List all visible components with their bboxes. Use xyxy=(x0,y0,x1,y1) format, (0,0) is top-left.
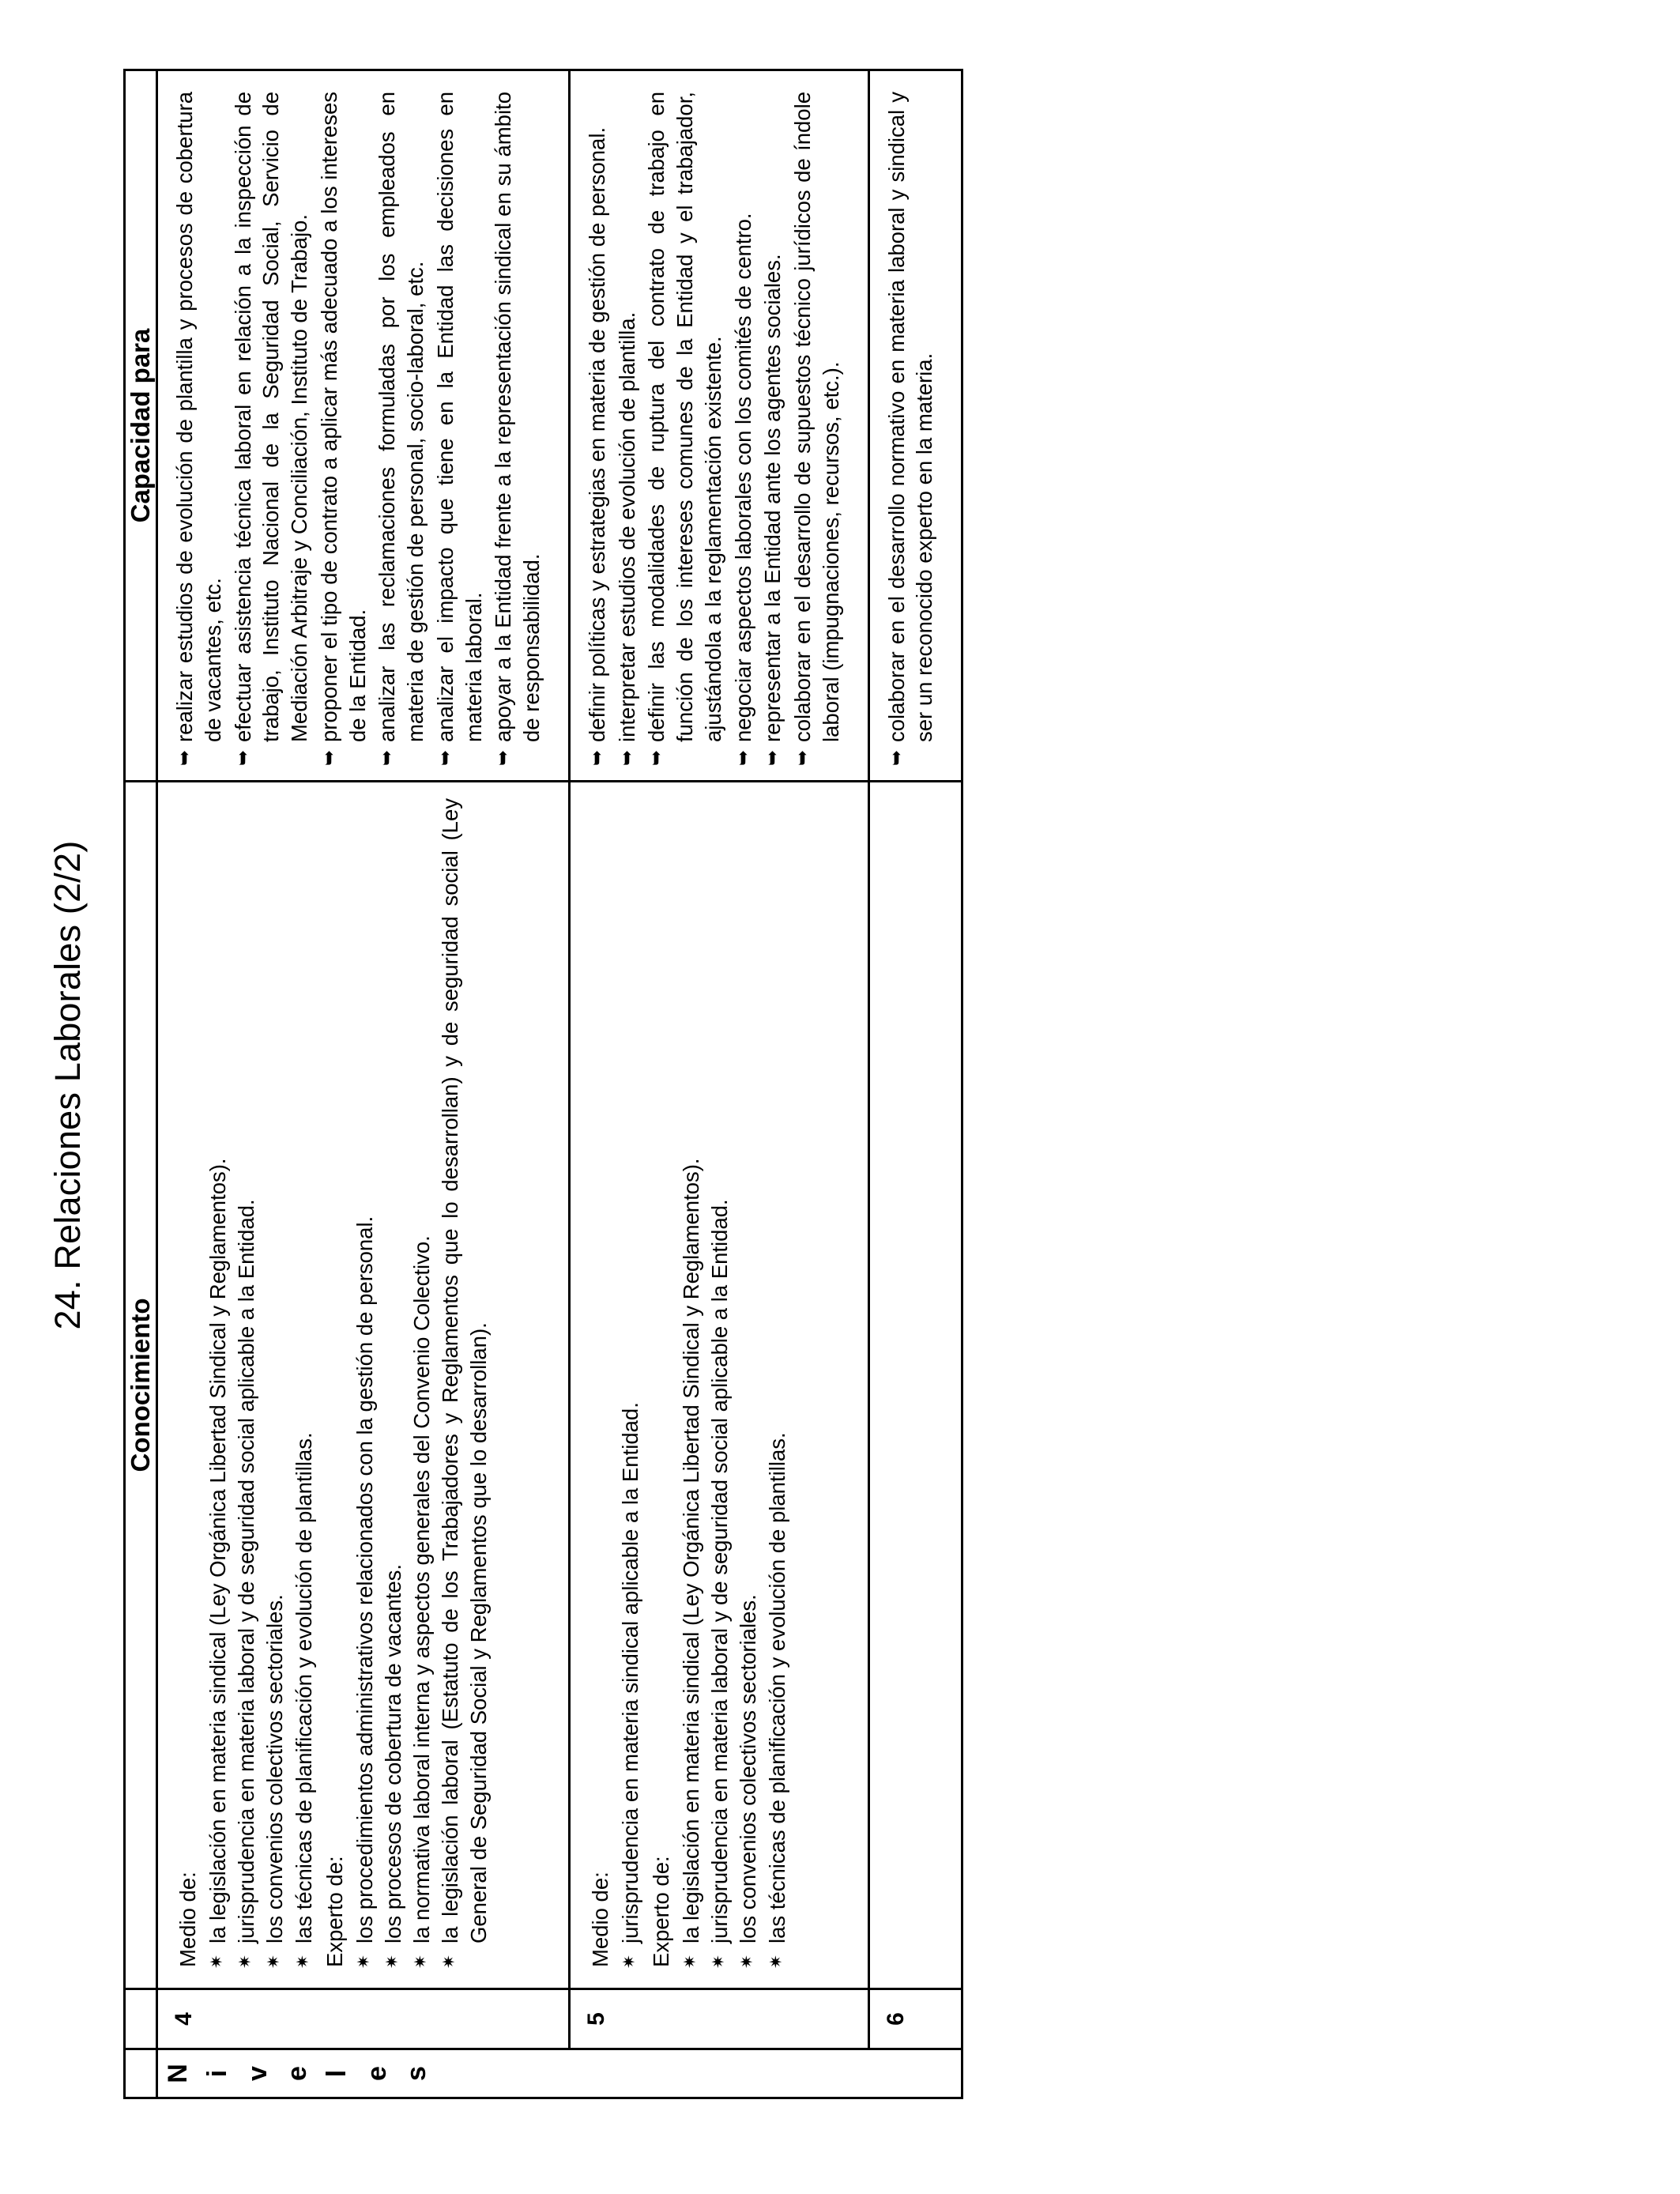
table-header xyxy=(125,70,157,2098)
table-row xyxy=(868,70,962,2098)
list-item xyxy=(229,92,314,766)
list-item xyxy=(613,92,642,766)
group-heading: Medio de: xyxy=(175,1872,200,1967)
table-body xyxy=(157,70,962,2098)
list-item xyxy=(408,798,435,1970)
arrow-icon: ➥ xyxy=(762,749,784,766)
list-item xyxy=(431,92,488,766)
list-item xyxy=(883,92,940,766)
bullet-icon: ✷ xyxy=(382,1955,401,1969)
bullet-icon: ✷ xyxy=(293,1955,312,1969)
knowledge-cell-empty xyxy=(868,782,962,1989)
list-item xyxy=(583,92,612,766)
list-item-text: la normativa laboral interna y aspectos generales del Convenio Colectivo. xyxy=(409,1235,435,1943)
level-number-value: 6 xyxy=(882,2012,909,2026)
arrow-icon: ➥ xyxy=(174,749,195,766)
list-item-text: la legislación en materia sindical (Ley Orgánica Libertad Sindical y Reglamentos). xyxy=(205,1158,230,1943)
list-item xyxy=(204,798,232,1970)
bullet-icon: ✷ xyxy=(236,1955,255,1969)
list-item xyxy=(261,798,288,1970)
side-letter: s xyxy=(401,2066,431,2081)
list-item-text: colaborar en el desarrollo normativo en materia laboral y sindical y ser un reconocido experto en la materia. xyxy=(883,92,937,742)
bullet-icon: ✷ xyxy=(767,1955,785,1969)
list-item-text: los procedimientos administrativos relacionados con la gestión de personal. xyxy=(352,1216,377,1943)
header-level-blank xyxy=(125,1989,157,2049)
knowledge-list xyxy=(204,798,318,1970)
list-item-text: jurisprudencia en materia laboral y de seguridad social aplicable a la Entidad. xyxy=(707,1199,733,1943)
side-letter: e xyxy=(281,2066,312,2081)
group-heading: Experto de: xyxy=(648,1856,673,1967)
list-item-text: negociar aspectos laborales con los comités de centro. xyxy=(730,213,755,742)
list-item xyxy=(616,798,644,1970)
bullet-icon: ✷ xyxy=(710,1955,729,1969)
bullet-icon: ✷ xyxy=(265,1955,284,1969)
header-side-blank xyxy=(125,2049,157,2098)
list-item-text: las técnicas de planificación y evolución de plantillas. xyxy=(764,1432,789,1943)
list-item xyxy=(171,92,228,766)
bullet-icon: ✷ xyxy=(738,1955,757,1969)
capacity-cell xyxy=(868,70,962,782)
bullet-icon: ✷ xyxy=(412,1955,431,1969)
level-number-value: 5 xyxy=(582,2012,609,2026)
bullet-icon: ✷ xyxy=(354,1955,373,1969)
group-heading: Medio de: xyxy=(587,1872,612,1967)
arrow-icon: ➥ xyxy=(616,749,638,766)
side-letter: N xyxy=(163,2064,193,2083)
arrow-icon: ➥ xyxy=(376,749,398,766)
knowledge-list xyxy=(616,798,644,1970)
knowledge-cell xyxy=(157,782,570,1989)
bullet-icon: ✷ xyxy=(440,1955,459,1969)
list-item-text: proponer el tipo de contrato a aplicar más adecuado a los intereses de la Entidad. xyxy=(316,92,370,742)
list-item-text: los convenios colectivos sectoriales. xyxy=(736,1594,761,1943)
knowledge-list xyxy=(351,798,492,1970)
list-item-text: jurisprudencia en materia laboral y de seguridad social aplicable a la Entidad. xyxy=(234,1199,259,1943)
arrow-icon: ➥ xyxy=(492,749,514,766)
bullet-icon: ✷ xyxy=(680,1955,699,1969)
list-item-text: definir políticas y estrategias en materia de gestión de personal. xyxy=(584,126,609,742)
list-item xyxy=(706,798,733,1970)
list-item-text: la legislación laboral (Estatuto de los Trabajadores y Reglamentos que lo desarrollan) y de seguridad social (Ley General de Seguridad Social y Reglamentos que lo desarrollan). xyxy=(438,798,491,1943)
list-item xyxy=(315,92,372,766)
table-row xyxy=(157,70,570,2098)
table-row xyxy=(569,70,868,2098)
list-item xyxy=(232,798,260,1970)
list-item xyxy=(763,798,791,1970)
side-letter: i xyxy=(202,2069,233,2078)
header-conocimiento: Conocimiento xyxy=(125,782,157,1989)
arrow-icon: ➥ xyxy=(792,749,813,766)
side-letter: v xyxy=(242,2066,273,2081)
list-item-text: la legislación en materia sindical (Ley Orgánica Libertad Sindical y Reglamentos). xyxy=(678,1158,703,1943)
arrow-icon: ➥ xyxy=(434,749,456,766)
arrow-icon: ➥ xyxy=(318,749,340,766)
arrow-icon: ➥ xyxy=(885,749,907,766)
arrow-icon: ➥ xyxy=(646,749,668,766)
level-number-value: 4 xyxy=(171,2012,197,2026)
header-capacidad: Capacidad para xyxy=(125,70,157,782)
level-number xyxy=(569,1989,868,2049)
list-item-text: realizar estudios de evolución de plantilla y procesos de cobertura de vacantes, etc. xyxy=(172,92,225,742)
arrow-icon: ➥ xyxy=(232,749,254,766)
bullet-icon: ✷ xyxy=(620,1955,638,1969)
list-item-text: definir las modalidades de ruptura del contrato de trabajo en función de los intereses comunes de la Entidad y el trabajador, ajustándola a la reglamentación existente. xyxy=(644,92,725,742)
list-item xyxy=(379,798,407,1970)
page-title: 24. Relaciones Laborales (2/2) xyxy=(47,840,88,1330)
knowledge-cell xyxy=(569,782,868,1989)
arrow-icon: ➥ xyxy=(732,749,754,766)
list-item xyxy=(290,798,318,1970)
competency-table xyxy=(123,69,963,2099)
list-item-text: analizar el impacto que tiene en la Entidad las decisiones en materia laboral. xyxy=(432,92,486,742)
side-label-niveles xyxy=(157,2049,962,2098)
list-item xyxy=(677,798,705,1970)
level-number xyxy=(157,1989,570,2049)
group-heading: Experto de: xyxy=(322,1856,347,1967)
list-item xyxy=(789,92,846,766)
capacity-list xyxy=(883,92,940,766)
list-item-text: representar a la Entidad ante los agentes sociales. xyxy=(760,254,785,742)
capacity-list xyxy=(171,92,546,766)
list-item-text: analizar las reclamaciones formuladas por los empleados en materia de gestión de personal, socio-laboral, etc. xyxy=(375,92,428,742)
list-item-text: colaborar en el desarrollo de supuestos técnico jurídicos de índole laboral (impugnaciones, recursos, etc.). xyxy=(790,92,843,742)
list-item xyxy=(734,798,762,1970)
list-item xyxy=(489,92,546,766)
side-letter: l xyxy=(322,2069,352,2078)
knowledge-list xyxy=(677,798,791,1970)
list-item xyxy=(373,92,430,766)
side-letter: e xyxy=(361,2066,392,2081)
list-item xyxy=(351,798,379,1970)
list-item-text: los procesos de cobertura de vacantes. xyxy=(380,1563,405,1943)
list-item-text: los convenios colectivos sectoriales. xyxy=(262,1594,288,1943)
list-item-text: interpretar estudios de evolución de plantilla. xyxy=(614,311,639,742)
list-item-text: efectuar asistencia técnica laboral en relación a la inspección de trabajo, Instituto Nacional de la Seguridad Social, Servicio de Mediación Arbitraje y Conciliación, Instituto de Trabajo. xyxy=(230,92,311,742)
list-item-text: jurisprudencia en materia sindical aplicable a la Entidad. xyxy=(617,1402,642,1943)
list-item xyxy=(642,92,727,766)
capacity-list xyxy=(583,92,846,766)
arrow-icon: ➥ xyxy=(586,749,608,766)
capacity-cell xyxy=(569,70,868,782)
list-item-text: las técnicas de planificación y evolución de plantillas. xyxy=(291,1432,316,1943)
list-item xyxy=(759,92,787,766)
list-item xyxy=(729,92,758,766)
list-item xyxy=(436,798,492,1970)
level-number xyxy=(868,1989,962,2049)
bullet-icon: ✷ xyxy=(208,1955,226,1969)
list-item-text: apoyar a la Entidad frente a la representación sindical en su ámbito de responsabilidad. xyxy=(491,92,544,742)
capacity-cell xyxy=(157,70,570,782)
